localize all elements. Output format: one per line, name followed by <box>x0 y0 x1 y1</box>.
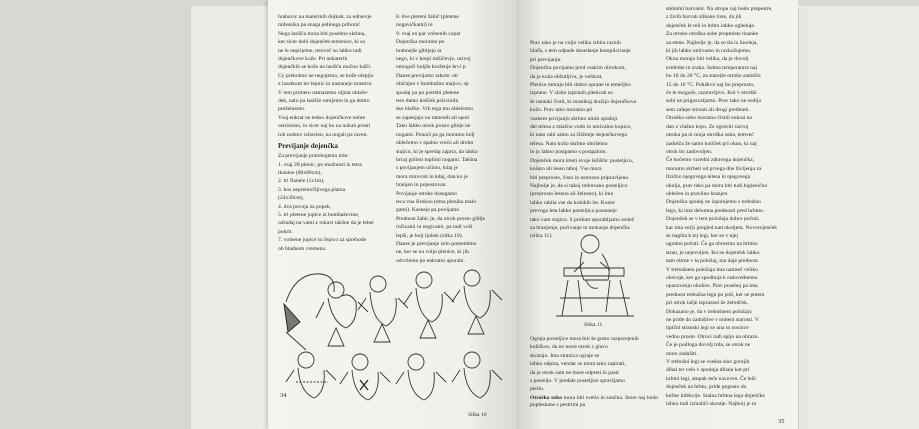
text-line: količkov, da ne more otrok z glavo <box>530 344 608 351</box>
page-edge <box>798 8 809 429</box>
text-line: ostrizemo, in sicer naj bo na nokah prosti <box>278 123 371 130</box>
text-line: kožo. Prav tako moramo pri <box>530 107 593 114</box>
right-page-col1 <box>530 40 658 242</box>
figure-caption-11: Slika 11 <box>584 322 603 328</box>
text-line: branjen in popestovan. <box>396 182 447 189</box>
text-line: Cy prekobno ne negujemo, se kože olepijo <box>278 72 374 79</box>
text-line: košaro ali lesen taboj. Vse mora <box>530 166 602 173</box>
text-line: lahko rabila vse do kokikih let. Konec <box>530 199 616 206</box>
text-line: Danes previjamo takole: otr <box>396 72 459 79</box>
text-line: in jo lahno posipamo s posipalom. <box>530 149 607 156</box>
text-line: Prednost žabic je, da otrok prosto giblje <box>396 215 486 222</box>
text-line: hrbtni legi, ampak teče navzven. Če leži <box>666 375 756 382</box>
text-line: 1. vsaj 20 plenic, po možnosti iz tetra <box>278 161 362 168</box>
text-line: mora mirovati in kdaj, dan ko je <box>396 173 468 180</box>
text-line: Vsaj enkrat ne tedno dojenčkove nohte <box>278 114 366 121</box>
text-line: Tako lahko otrok prosto giblje ne <box>396 123 471 130</box>
text-line: V trebušni legi se vsešna sluz gornjih <box>666 359 750 366</box>
text-line: teca vna širokoo (mna plenika malo <box>396 198 476 205</box>
figure-caption-10: Slika 10 <box>468 412 487 418</box>
text-line: nogami. Ponoči pa ga moramo bolj <box>396 131 475 138</box>
text-line: Danes je previjanje zelo pomembno <box>396 240 477 247</box>
text-line: hlačk, s tem odpade dosedanje kompliciranje <box>530 48 631 55</box>
diapering-illustration <box>276 262 512 410</box>
text-line: za stene. Najbolje je, da so tla iz linoleja, <box>666 39 758 46</box>
text-line: V trebušnem položaja ima namreč veliko <box>666 266 759 273</box>
text-line: V tem primeru namazemo oljnat oblače- <box>278 89 369 96</box>
text-line: mileasika pa snaga jedinega pribora! <box>278 22 361 29</box>
baby-high-chair-illustration <box>538 228 648 320</box>
text-line: lepši, je bolj ljubek (slika 10). <box>396 232 463 239</box>
text-line: 2. tri flanele (1x1m), <box>278 178 325 185</box>
text-line: prevoga leta lahko posteljica postaneje <box>530 208 617 215</box>
text-line: z lasatkom ter lepnic in nastanejo krastice. <box>278 81 373 88</box>
text-line: Dokazano je, da v trebušnem položaju <box>666 308 752 315</box>
text-line: (preprosto leseno ali železno), ki ima <box>530 191 613 198</box>
text-line: Nega lasišča mora biti posebno skrbna, <box>278 30 366 37</box>
text-line: oblečen in pravilno hranjen. <box>666 190 729 197</box>
text-line: ne le neprijetne, temveč so lahko tudi <box>278 47 362 54</box>
text-line: spodaj pa po potrebi pletene <box>396 89 460 96</box>
text-line: biti preprosto, čisto in ustrezno pripravljeno. <box>530 174 630 181</box>
text-line: 3. kos nepremočljivega platna <box>278 186 346 193</box>
text-line: more zadušiti. <box>666 350 698 357</box>
left-col1-list <box>278 153 386 253</box>
text-line: dojenček le reli in hrbtu lahko ogleduje. <box>666 22 756 29</box>
text-line: ki jih lahko umivamo in razkužujemo. <box>666 48 752 55</box>
text-line: preželnemo. <box>278 106 306 113</box>
text-line: kar ima večji pregled nad okoljem. Novorojenček <box>666 224 778 231</box>
right-col2-text <box>666 6 790 409</box>
text-line: prednost trebušna lega po jedi, ker se potem <box>666 291 765 298</box>
text-line: tere damo košček poliviniln <box>396 98 459 105</box>
text-line: pri otrok lažje izpraznei že želodček. <box>666 300 749 307</box>
text-line: tako vam stajico. S pridom uporabljamo stoleč <box>530 216 635 223</box>
text-line: vsakem povijanju skrbno umiti spodnji <box>530 115 618 122</box>
text-line: ker sicer dobi dojenček temenice, ki so <box>278 39 366 46</box>
left-page-col1 <box>278 14 386 254</box>
text-line: dek, nato pa lasišče umijemo in ga dobro <box>278 98 370 105</box>
left-col1-top-text <box>278 14 386 139</box>
text-line: sam obrne v ta položaj, ma daje prednost. <box>666 258 760 265</box>
text-line: za branjenje, počivanje in mokanje dojenčka <box>530 224 630 231</box>
text-line: svetlobe in zraka. Sobna temperatura naj <box>666 64 758 71</box>
right-page-col2 <box>666 6 790 410</box>
text-line: dan z vlažno krpo. Ze zgraviti razvoj <box>666 123 749 130</box>
text-line: Najbolje je, da si takoj trebuvano posteljico <box>530 182 628 189</box>
text-line: Ograja posteljice mora biti še gosto razporejenih <box>530 336 639 342</box>
text-line: skoznjo. Ima stranica ograje se <box>530 352 600 359</box>
text-line: z živih barvah slikane riste, da jih <box>666 14 742 21</box>
text-line: fizično njegovega telesa in njegovega <box>666 174 751 181</box>
text-line: Dojenčka povijamo pred vsakim obrokom, <box>530 65 626 72</box>
page-number-right: 35 <box>778 418 785 425</box>
drape-cloth-shape <box>286 274 334 302</box>
section-heading: Previjanje dojenčka <box>278 142 338 151</box>
right-col1-bottom-text <box>530 336 658 394</box>
text-line: Za previjanje potrebujemo tole: <box>278 153 349 160</box>
text-line: moramo skrbeti od prvega dne življenja za <box>666 165 762 172</box>
text-line: okolja, prav tako pa mora biti tudi higienično <box>666 182 768 189</box>
otroska-soba-label: Otroška soba <box>530 394 562 401</box>
text-line: odvržemo po enkratni uporabi. <box>396 257 465 264</box>
text-line: hrabavic na materinih dojkah, za odrsevje <box>278 14 372 20</box>
text-line: perilo. <box>530 386 545 393</box>
text-line: bo 18 do 20 °C, za starejše otroke zadošča <box>666 73 761 80</box>
text-line: omogoči boljše kroženje krvi p <box>396 64 466 71</box>
text-line: sem zalepe stirsati ali drugi predmeti. <box>666 106 750 113</box>
text-line: ročicami in nogicami, pa tudi voši <box>396 224 473 231</box>
text-line: Okna morajo biti velika, da je dovolj <box>666 56 749 63</box>
text-line: opazovanju okolice. Prav posebej pa ima <box>666 283 758 290</box>
text-line: 5. tri pletene jopice iz bombaževine, <box>278 211 360 218</box>
text-line: dihal ter celo v spodnja dihala kot pri <box>666 367 750 374</box>
text-line: se nagiba k tej legi, ker se v njej <box>666 232 738 239</box>
text-line: 4. dva povoja za popek, <box>278 203 332 210</box>
text-line: otroka pa ni mnja otroška soba, temveč <box>666 132 754 139</box>
text-line: lahko odpira, vendar se mora tako zapirati, <box>530 361 626 368</box>
left-col2-text <box>396 14 506 265</box>
text-line: lahko tudi izmaliči okostje. Najbolj je to <box>666 401 757 408</box>
text-line: da je koža občutljiva, je večkrat. <box>530 73 603 80</box>
page-number-left: 34 <box>280 392 287 399</box>
otroska-soba-text: mora biti svetla in sončna. Store naj bodo popleskane s pestrimi pa <box>530 394 659 409</box>
text-line: tipični stranski legi se una in nosnice <box>666 325 749 332</box>
text-line: lego, ki ima delomna prednosti pred hrbtno. <box>666 207 765 214</box>
text-line: vedno proste. Otroci radi spijo na obrazu. <box>666 333 759 340</box>
text-line: 9. vsaj en par volnenih copat <box>396 30 461 37</box>
text-line: otrok bo zadovoljen. <box>666 148 713 155</box>
text-line: zadošča že samo kotiček pri oknu, ki naj <box>666 140 757 147</box>
text-line: gami). Kasneje pa povijamo <box>396 207 460 214</box>
text-line: (24x30cm), <box>278 195 304 202</box>
text-line: Plenice morajo biti dobro oprane in temeljito <box>530 82 631 89</box>
left-page-col2 <box>396 14 506 266</box>
text-line: telesa. Nato kožo skrbno obrišemo <box>530 140 608 147</box>
text-line: nego, ki v krepi mišičevje, razvoj <box>396 56 471 63</box>
text-line: hrabnejše gibljejo ta <box>396 47 442 54</box>
text-line: ske hlačke. Vrh tega mu oblečemo <box>396 106 473 113</box>
text-line: Prav tako je na voljo velika izbira raznih <box>530 40 621 46</box>
text-line: Otroško sobo moramo čistiti enkrat na <box>666 115 752 122</box>
right-col1-text <box>530 40 658 241</box>
text-line: nogavičkami) in <box>396 22 433 29</box>
text-line: pri previjanju. <box>530 56 562 63</box>
text-line: Za otroke otroška sobe prepmiste risanke <box>666 31 759 38</box>
text-line: še ostanki čistil, ki mastikaj dražijo dojenčkovo <box>530 98 637 105</box>
right-page-col1-bottom <box>530 336 658 411</box>
text-line: (slika 11). <box>530 233 553 240</box>
text-line: odradaj na vami z rokavi takšne da je lebel <box>278 220 374 227</box>
text-line: tkanine (80x80cm), <box>278 169 322 176</box>
text-line: rob nohtov izboclen, na nogah pa raven. <box>278 131 368 138</box>
text-line: Če je podloga dovolj trda, se otrok ne <box>666 342 751 349</box>
text-line: dojenček na hrbtu, pride pogosto do <box>666 384 747 391</box>
text-line: običajno v bombažno majico, sp <box>396 81 469 88</box>
text-line: brcaj gólimi toplimi nogami. Takšna <box>396 156 478 163</box>
text-line: Povijanje otroke dosegamo <box>396 190 457 197</box>
text-line: sobi ne prigosvaljamo. Prav tako ne sodijo <box>666 98 762 105</box>
text-line: dojenčkih se kože na lasišču močno lušči. <box>278 64 372 71</box>
text-line: ob hladnem vremenu. <box>278 245 327 252</box>
text-line: se zapenjajo na ramenih ali spod <box>396 114 469 121</box>
text-line: s posteljo. V predale posteljice spravljamo <box>530 378 625 385</box>
text-line: obsvoje, ker ga spodbuja k radovednemu <box>666 275 758 281</box>
text-line: stran, je nejevoljen. Ko se dojenček lahko <box>666 249 760 256</box>
text-line: ki nam rabi samo za čiščenje dojenčkovega <box>530 132 627 139</box>
text-line: s povijanjem učimo, kdaj je <box>396 165 458 172</box>
text-line: če le mogoče, razstavljivo. Kot v otroški <box>666 90 757 97</box>
text-line: ne, ker se na voljo plenice, ki jih <box>396 249 469 256</box>
text-line: oblečemo v spalno vrečo ali drobn <box>396 140 474 147</box>
text-line: Dojenčka moramo po <box>396 39 445 46</box>
right-page <box>516 0 798 429</box>
text-line: del telesa z mlačno vodo in umivalno kopico, <box>530 124 632 131</box>
text-line: kežne infekcije. Stalna hrbtna lega dojenčka <box>666 392 765 399</box>
text-line: 15 do 16 °C. Pohištvo naj bo preprosto, <box>666 81 755 88</box>
left-page <box>268 0 516 429</box>
text-line: pokrit. <box>278 228 293 235</box>
text-line: 7. volnene jopice in čepico za sprehode <box>278 237 367 244</box>
text-line: Dojenčka spodaj ne izpolnjemo s trebušno <box>666 199 761 206</box>
text-line: Dojenček se v tem položaju dobro počuti, <box>666 216 760 223</box>
text-line: ne pride do zadušitve v nobeni starosti. V <box>666 317 759 324</box>
text-line: ugodno počuti. Če ga obrnemo na hrbtno <box>666 241 758 248</box>
text-line: stelnimi barvami. Na stropu naj bodo prepestre, <box>666 6 773 12</box>
text-line: stajico, ki je spredaj zaprta, da lahko <box>396 148 478 155</box>
text-line: Dojenček mora imeti svoje ležišče: posteljico, <box>530 157 634 164</box>
text-line: dojenčkove kože. Pri nekaterih <box>278 56 348 63</box>
text-line: da je otrok sam ne more odpreti in pasti <box>530 369 619 376</box>
text-line: izprane. V slabo izpranih plenicah so <box>530 90 613 97</box>
text-line: 8. dve pletení žabič (pletene <box>396 14 459 20</box>
text-line: Če hočemo vzredni zdravega dojenčka, <box>666 157 755 164</box>
